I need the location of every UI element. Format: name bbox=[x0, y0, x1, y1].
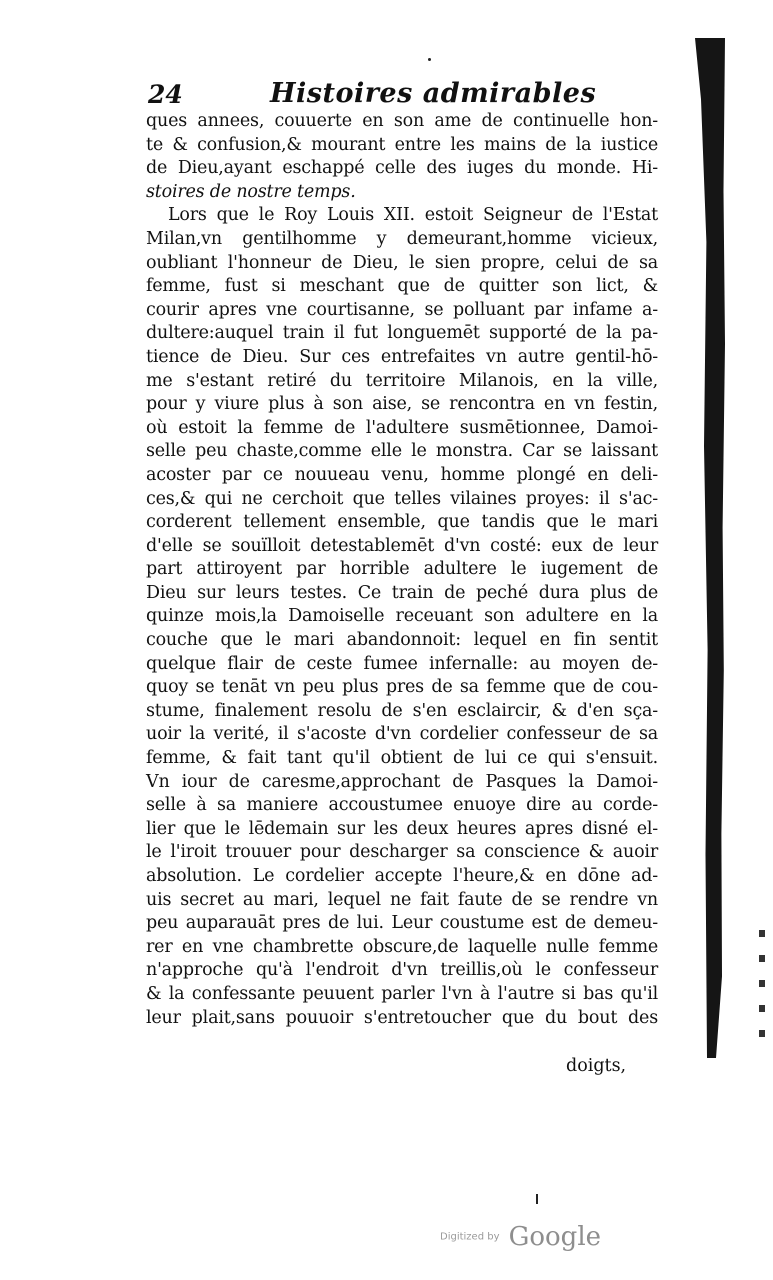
running-title: Histoires admirables bbox=[270, 78, 597, 109]
text-line: n'approche qu'à l'endroit d'vn treillis,où le confesseur bbox=[146, 960, 658, 981]
source-citation: stoires de nostre temps. bbox=[146, 181, 356, 202]
text-line: oubliant l'honneur de Dieu, le sien propre, celui de sa bbox=[146, 252, 658, 273]
google-logo: Google bbox=[508, 1222, 602, 1252]
text-line: d'elle se souïlloit detestablemēt d'vn costé: eux de leur bbox=[146, 535, 658, 556]
watermark-prefix: Digitized by bbox=[440, 1231, 500, 1243]
text-line: me s'estant retiré du territoire Milanois, en la ville, bbox=[146, 370, 658, 391]
text-line: & la confessante peuuent parler l'vn à l'autre si bas qu'il bbox=[146, 983, 658, 1004]
text-line: couche que le mari abandonnoit: lequel en fin sentit bbox=[146, 630, 658, 651]
page-header bbox=[148, 74, 688, 114]
text-line: absolution. Le cordelier accepte l'heure,& en dōne ad- bbox=[146, 866, 658, 886]
text-line: Vn iour de caresme,approchant de Pasques la Damoi- bbox=[146, 771, 658, 792]
text-line: corderent tellement ensemble, que tandis que le mari bbox=[146, 512, 658, 533]
text-line: tience de Dieu. Sur ces entrefaites vn autre gentil-hō- bbox=[146, 346, 658, 367]
text-line: te & confusion,& mourant entre les mains de la iustice bbox=[146, 134, 658, 155]
text-line: ces,& qui ne cerchoit que telles vilaines proyes: il s'ac- bbox=[146, 488, 658, 509]
text-line: femme, & fait tant qu'il obtient de lui ce qui s'ensuit. bbox=[146, 748, 658, 769]
digitized-watermark bbox=[440, 1222, 601, 1252]
text-line: part attiroyent par horrible adultere le iugement de bbox=[146, 559, 658, 580]
text-line: quoy se tenāt vn peu plus pres de sa femme que de cou- bbox=[146, 677, 658, 698]
text-line: selle peu chaste,comme elle le monstra. Car se laissant bbox=[146, 441, 658, 462]
text-line: de Dieu,ayant eschappé celle des iuges du monde. Hi- bbox=[146, 158, 658, 179]
catchword: doigts, bbox=[566, 1056, 627, 1076]
text-line: femme, fust si meschant que de quitter son lict, & bbox=[146, 276, 658, 297]
text-line: Dieu sur leurs testes. Ce train de peché dura plus de bbox=[146, 582, 658, 603]
ink-speck bbox=[428, 58, 431, 61]
text-line: quelque flair de ceste fumee infernalle: au moyen de- bbox=[146, 653, 658, 674]
text-line: Milan,vn gentilhomme y demeurant,homme vicieux, bbox=[146, 228, 658, 249]
text-line: uis secret au mari, lequel ne fait faute de se rendre vn bbox=[146, 889, 658, 910]
text-line: acoster par ce nouueau venu, homme plongé en deli- bbox=[146, 464, 658, 485]
ink-speck bbox=[536, 1194, 538, 1204]
body-text bbox=[146, 110, 658, 1030]
text-line: pour y viure plus à son aise, se rencontra en vn festin, bbox=[146, 394, 658, 415]
text-line: quinze mois,la Damoiselle receuant son adultere en la bbox=[146, 606, 658, 627]
text-line: leur plait,sans pouuoir s'entretoucher que du bout des bbox=[146, 1007, 658, 1028]
page-number: 24 bbox=[148, 80, 183, 109]
text-line: le l'iroit trouuer pour descharger sa conscience & auoir bbox=[146, 842, 658, 863]
text-line: dultere:auquel train il fut longuemēt supporté de la pa- bbox=[146, 323, 658, 344]
margin-marks bbox=[755, 930, 769, 1060]
text-line: uoir la verité, il s'acoste d'vn cordelier confesseur de sa bbox=[146, 724, 658, 745]
text-line: peu auparauāt pres de lui. Leur coustume est de demeu- bbox=[146, 913, 658, 934]
text-line: lier que le lēdemain sur les deux heures apres disné el- bbox=[146, 818, 658, 839]
text-line: ques annees, couuerte en son ame de continuelle hon- bbox=[146, 111, 658, 131]
text-line: selle à sa maniere accoustumee enuoye dire au corde- bbox=[146, 795, 658, 816]
text-line: où estoit la femme de l'adultere susmētionnee, Damoi- bbox=[146, 417, 658, 438]
page-edge-shadow bbox=[695, 38, 725, 1058]
paragraph-start: Lors que le Roy Louis XII. estoit Seigneur de l'Estat bbox=[168, 205, 658, 226]
text-line: courir apres vne courtisanne, se polluant par infame a- bbox=[146, 299, 658, 320]
text-line: rer en vne chambrette obscure,de laquelle nulle femme bbox=[146, 936, 658, 957]
text-line: stume, finalement resolu de s'en esclaircir, & d'en sça- bbox=[146, 700, 658, 721]
